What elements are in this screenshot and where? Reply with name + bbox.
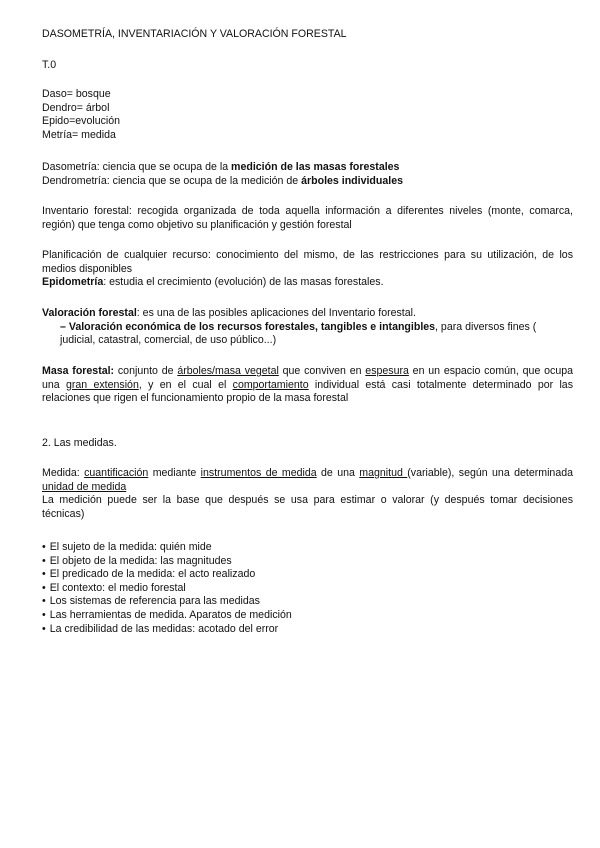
definitions-block <box>42 161 573 188</box>
list-item: • El predicado de la medida: el acto realizado <box>42 568 573 582</box>
bullet-list <box>42 541 573 636</box>
dasometria-definition: Dasometría: ciencia que se ocupa de la medición de las masas forestales <box>42 161 400 173</box>
section-heading: T.0 <box>42 59 57 71</box>
etymology-line: Dendro= árbol <box>42 101 110 114</box>
masa-forestal-paragraph: Masa forestal: conjunto de árboles/masa vegetal que conviven en espesura en un espacio común, que ocupa una gran extensión, y en el cual el comportamiento individual está casi totalmente determinado por las relaciones que rigen el funcionamiento propio de la masa forestal <box>42 365 573 405</box>
doc-title: DASOMETRÍA, INVENTARIACIÓN Y VALORACIÓN FORESTAL <box>42 28 347 40</box>
etymology-list <box>42 88 573 142</box>
valoracion-block <box>42 307 573 348</box>
list-item: • Los sistemas de referencia para las medidas <box>42 595 573 609</box>
list-item: • Las herramientas de medida. Aparatos de medición <box>42 609 573 623</box>
list-item: • El objeto de la medida: las magnitudes <box>42 555 573 569</box>
epidometria-definition: Epidometría: estudia el crecimiento (evolución) de las masas forestales. <box>42 276 384 289</box>
medida-paragraph: Medida: cuantificación mediante instrumentos de medida de una magnitud (variable), según una determinada unidad de medida <box>42 467 573 493</box>
etymology-line: Epido=evolución <box>42 115 121 128</box>
list-item: • El sujeto de la medida: quién mide <box>42 541 573 555</box>
medida-block <box>42 467 573 521</box>
valoracion-sub-item: – Valoración económica de los recursos forestales, tangibles e intangibles, para diversos fines ( judicial, catastral, comercial, de uso público...) <box>60 320 537 347</box>
section-heading: 2. Las medidas. <box>42 437 117 449</box>
etymology-line: Metría= medida <box>42 128 116 141</box>
valoracion-definition: Valoración forestal: es una de las posibles aplicaciones del Inventario forestal. <box>42 307 416 319</box>
dendrometria-definition: Dendrometría: ciencia que se ocupa de la medición de árboles individuales <box>42 174 403 187</box>
medicion-paragraph: La medición puede ser la base que después se usa para estimar o valorar (y después tomar decisiones técnicas) <box>42 494 573 520</box>
planificacion-block <box>42 249 573 290</box>
inventario-paragraph: Inventario forestal: recogida organizada de toda aquella información a diferentes niveles (monte, comarca, región) que tenga como objetivo su planificación y gestión forestal <box>42 205 573 231</box>
list-item: • El contexto: el medio forestal <box>42 582 573 596</box>
etymology-line: Daso= bosque <box>42 88 111 100</box>
planificacion-paragraph: Planificación de cualquier recurso: conocimiento del mismo, de las restricciones para su utilización, de los medios disponibles <box>42 249 573 275</box>
list-item: • La credibilidad de las medidas: acotado del error <box>42 623 573 637</box>
